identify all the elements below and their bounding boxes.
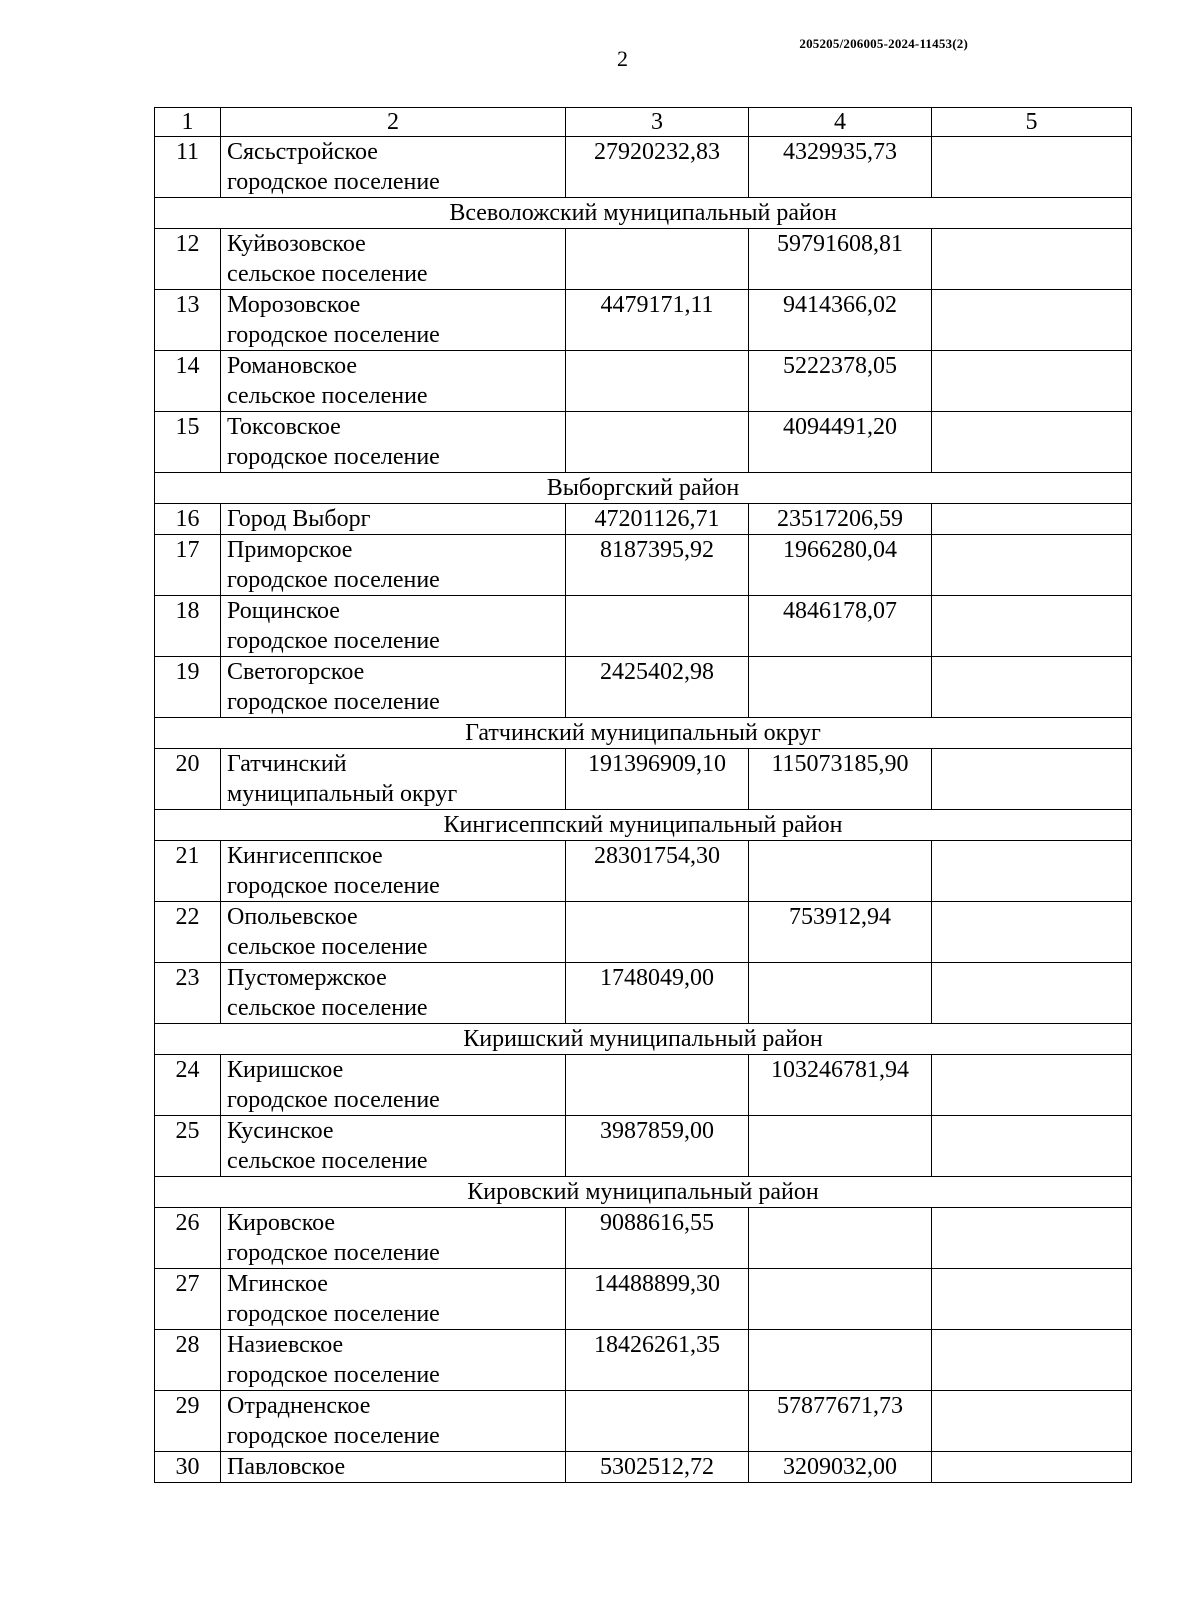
amount-column-3-cell: 1748049,00 (566, 963, 749, 1024)
column-header: 5 (932, 108, 1132, 137)
municipality-name-cell (221, 1330, 566, 1391)
row-number-cell: 11 (155, 137, 221, 198)
amount-column-5-cell (932, 137, 1132, 198)
municipality-name-line-2: городское поселение (227, 1301, 440, 1327)
table-row (155, 1452, 1132, 1483)
section-title: Кировский муниципальный район (155, 1177, 1132, 1208)
amount-column-4-cell: 57877671,73 (749, 1391, 932, 1452)
row-number-cell: 13 (155, 290, 221, 351)
amount-column-4-cell: 3209032,00 (749, 1452, 932, 1483)
amount-column-3-cell: 9088616,55 (566, 1208, 749, 1269)
amount-column-5-cell (932, 1055, 1132, 1116)
page-number: 2 (617, 46, 628, 71)
amount-column-4-cell: 103246781,94 (749, 1055, 932, 1116)
municipality-name-line-1: Приморское (227, 537, 353, 563)
municipality-name-line-2: городское поселение (227, 1423, 440, 1449)
amount-column-4-cell: 23517206,59 (749, 504, 932, 535)
municipality-name-line-1: Кировское (227, 1210, 336, 1236)
municipality-name-line-1: Токсовское (227, 414, 341, 440)
amount-column-4-cell: 5222378,05 (749, 351, 932, 412)
amount-column-3-cell: 47201126,71 (566, 504, 749, 535)
municipality-name-line-2: городское поселение (227, 567, 440, 593)
amount-column-5-cell (932, 1330, 1132, 1391)
amount-column-3-cell: 5302512,72 (566, 1452, 749, 1483)
row-number-cell: 25 (155, 1116, 221, 1177)
municipality-name-cell (221, 137, 566, 198)
municipality-name-cell (221, 1269, 566, 1330)
section-title: Кингисеппский муниципальный район (155, 810, 1132, 841)
municipality-name-cell (221, 229, 566, 290)
amount-column-5-cell (932, 841, 1132, 902)
table-row (155, 1330, 1132, 1391)
municipality-name-line-1: Рощинское (227, 598, 340, 624)
municipality-name-cell (221, 1116, 566, 1177)
municipality-name-cell (221, 351, 566, 412)
municipality-name-line-2: городское поселение (227, 444, 440, 470)
municipality-name-cell (221, 1208, 566, 1269)
municipality-name-cell (221, 596, 566, 657)
table-row (155, 963, 1132, 1024)
municipality-name-line-2: городское поселение (227, 322, 440, 348)
municipality-name-cell (221, 504, 566, 535)
municipality-name-line-2: городское поселение (227, 1240, 440, 1266)
amount-column-4-cell: 4094491,20 (749, 412, 932, 473)
amount-column-4-cell: 115073185,90 (749, 749, 932, 810)
column-header: 2 (221, 108, 566, 137)
municipality-name-line-1: Опольевское (227, 904, 358, 930)
section-row (155, 810, 1132, 841)
municipality-name-line-1: Кингисеппское (227, 843, 383, 869)
table-header-row (155, 108, 1132, 137)
amount-column-5-cell (932, 1116, 1132, 1177)
table-row (155, 1055, 1132, 1116)
municipality-name-line-2: городское поселение (227, 628, 440, 654)
municipality-name-line-1: Куйвозовское (227, 231, 366, 257)
municipality-name-line-2: городское поселение (227, 1362, 440, 1388)
municipality-name-line-2: сельское поселение (227, 934, 428, 960)
amount-column-3-cell (566, 596, 749, 657)
row-number-cell: 27 (155, 1269, 221, 1330)
municipality-name-line-1: Город Выборг (227, 506, 371, 532)
section-title: Всеволожский муниципальный район (155, 198, 1132, 229)
row-number-cell: 21 (155, 841, 221, 902)
municipality-name-cell (221, 1391, 566, 1452)
municipality-name-line-1: Сясьстройское (227, 139, 378, 165)
table-row (155, 290, 1132, 351)
amount-column-5-cell (932, 902, 1132, 963)
amount-column-4-cell: 9414366,02 (749, 290, 932, 351)
row-number-cell: 29 (155, 1391, 221, 1452)
amount-column-4-cell (749, 963, 932, 1024)
row-number-cell: 30 (155, 1452, 221, 1483)
amount-column-3-cell: 8187395,92 (566, 535, 749, 596)
amount-column-5-cell (932, 535, 1132, 596)
municipality-name-cell (221, 749, 566, 810)
table-row (155, 1116, 1132, 1177)
municipality-name-line-2: сельское поселение (227, 995, 428, 1021)
amount-column-4-cell (749, 1116, 932, 1177)
section-row (155, 473, 1132, 504)
municipality-name-line-1: Киришское (227, 1057, 344, 1083)
amount-column-5-cell (932, 1391, 1132, 1452)
table-row (155, 535, 1132, 596)
amount-column-4-cell (749, 841, 932, 902)
row-number-cell: 28 (155, 1330, 221, 1391)
row-number-cell: 23 (155, 963, 221, 1024)
municipality-name-line-2: сельское поселение (227, 1148, 428, 1174)
amount-column-5-cell (932, 290, 1132, 351)
row-number-cell: 26 (155, 1208, 221, 1269)
table-row (155, 351, 1132, 412)
table-row (155, 137, 1132, 198)
municipality-name-line-1: Павловское (227, 1454, 346, 1480)
amount-column-3-cell: 28301754,30 (566, 841, 749, 902)
amount-column-4-cell (749, 1208, 932, 1269)
table-row (155, 749, 1132, 810)
amount-column-5-cell (932, 351, 1132, 412)
amount-column-3-cell: 27920232,83 (566, 137, 749, 198)
section-row (155, 718, 1132, 749)
row-number-cell: 19 (155, 657, 221, 718)
row-number-cell: 22 (155, 902, 221, 963)
municipality-name-line-2: сельское поселение (227, 383, 428, 409)
municipality-name-cell (221, 1452, 566, 1483)
municipality-name-line-2: городское поселение (227, 689, 440, 715)
column-header: 3 (566, 108, 749, 137)
section-title: Гатчинский муниципальный округ (155, 718, 1132, 749)
amount-column-5-cell (932, 1269, 1132, 1330)
row-number-cell: 18 (155, 596, 221, 657)
table-row (155, 1391, 1132, 1452)
amount-column-3-cell: 2425402,98 (566, 657, 749, 718)
municipality-name-cell (221, 657, 566, 718)
table-row (155, 1269, 1132, 1330)
municipality-name-line-2: сельское поселение (227, 261, 428, 287)
table-body (155, 108, 1132, 1483)
section-title: Киришский муниципальный район (155, 1024, 1132, 1055)
row-number-cell: 16 (155, 504, 221, 535)
amount-column-3-cell: 18426261,35 (566, 1330, 749, 1391)
municipality-name-cell (221, 902, 566, 963)
amount-column-3-cell: 3987859,00 (566, 1116, 749, 1177)
column-header: 4 (749, 108, 932, 137)
amount-column-4-cell: 4329935,73 (749, 137, 932, 198)
row-number-cell: 14 (155, 351, 221, 412)
amount-column-4-cell (749, 1269, 932, 1330)
table-row (155, 657, 1132, 718)
section-row (155, 1024, 1132, 1055)
amount-column-4-cell (749, 1330, 932, 1391)
amount-column-3-cell (566, 229, 749, 290)
municipality-name-line-2: городское поселение (227, 1087, 440, 1113)
row-number-cell: 20 (155, 749, 221, 810)
table-row (155, 1208, 1132, 1269)
column-header: 1 (155, 108, 221, 137)
row-number-cell: 17 (155, 535, 221, 596)
amount-column-5-cell (932, 1208, 1132, 1269)
table-row (155, 504, 1132, 535)
table-row (155, 412, 1132, 473)
municipality-name-line-1: Отрадненское (227, 1393, 371, 1419)
municipality-name-line-2: городское поселение (227, 873, 440, 899)
table-row (155, 229, 1132, 290)
municipality-name-line-1: Назиевское (227, 1332, 344, 1358)
amount-column-3-cell (566, 1391, 749, 1452)
amount-column-5-cell (932, 229, 1132, 290)
municipality-name-cell (221, 290, 566, 351)
municipality-name-line-1: Кусинское (227, 1118, 334, 1144)
municipality-name-line-1: Романовское (227, 353, 358, 379)
distribution-table (154, 107, 1132, 1483)
amount-column-3-cell (566, 1055, 749, 1116)
amount-column-5-cell (932, 963, 1132, 1024)
municipality-name-cell (221, 963, 566, 1024)
amount-column-3-cell: 4479171,11 (566, 290, 749, 351)
municipality-name-line-1: Морозовское (227, 292, 361, 318)
municipality-name-line-1: Гатчинский (227, 751, 347, 777)
amount-column-3-cell (566, 351, 749, 412)
municipality-name-line-2: муниципальный округ (227, 781, 458, 807)
amount-column-4-cell: 1966280,04 (749, 535, 932, 596)
municipality-name-line-1: Пустомержское (227, 965, 387, 991)
table-row (155, 841, 1132, 902)
municipality-name-line-2: городское поселение (227, 169, 440, 195)
amount-column-5-cell (932, 504, 1132, 535)
table-row (155, 902, 1132, 963)
amount-column-4-cell: 4846178,07 (749, 596, 932, 657)
amount-column-4-cell (749, 657, 932, 718)
row-number-cell: 15 (155, 412, 221, 473)
document-registration-number: 205205/206005-2024-11453(2) (799, 36, 968, 51)
amount-column-4-cell: 753912,94 (749, 902, 932, 963)
table-row (155, 596, 1132, 657)
row-number-cell: 24 (155, 1055, 221, 1116)
amount-column-3-cell: 191396909,10 (566, 749, 749, 810)
amount-column-5-cell (932, 1452, 1132, 1483)
municipality-name-cell (221, 841, 566, 902)
amount-column-5-cell (932, 412, 1132, 473)
section-row (155, 1177, 1132, 1208)
municipality-name-cell (221, 535, 566, 596)
amount-column-5-cell (932, 749, 1132, 810)
municipality-name-line-1: Мгинское (227, 1271, 328, 1297)
row-number-cell: 12 (155, 229, 221, 290)
section-title: Выборгский район (155, 473, 1132, 504)
municipality-name-cell (221, 1055, 566, 1116)
municipality-name-cell (221, 412, 566, 473)
section-row (155, 198, 1132, 229)
municipality-name-line-1: Светогорское (227, 659, 365, 685)
amount-column-5-cell (932, 657, 1132, 718)
amount-column-3-cell (566, 902, 749, 963)
amount-column-3-cell: 14488899,30 (566, 1269, 749, 1330)
amount-column-3-cell (566, 412, 749, 473)
amount-column-4-cell: 59791608,81 (749, 229, 932, 290)
amount-column-5-cell (932, 596, 1132, 657)
